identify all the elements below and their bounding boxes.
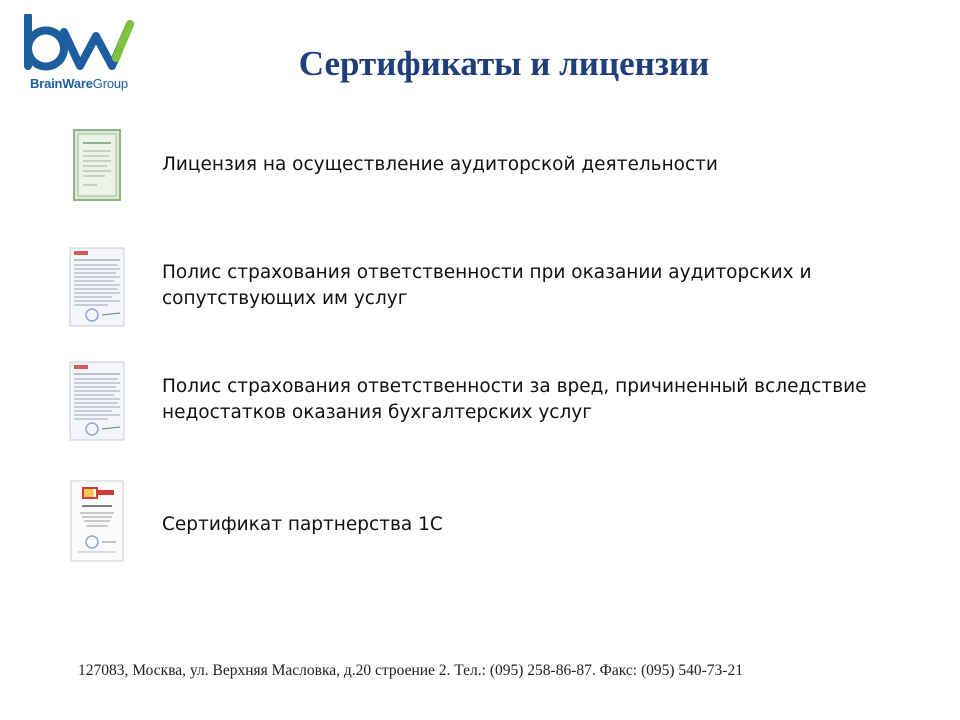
license-certificate-icon[interactable]	[68, 126, 126, 204]
document-label: Лицензия на осуществление аудиторской деятельности	[162, 154, 718, 175]
page-title: Сертификаты и лицензии	[298, 44, 710, 83]
insurance-policy-icon[interactable]	[68, 248, 126, 326]
document-label: Полис страхования ответственности при оказании аудиторских и сопутствующих им услуг	[162, 262, 812, 309]
logo-text-group: Group	[92, 76, 128, 91]
footer-address: 127083, Москва, ул. Верхняя Масловка, д.20 строение 2. Тел.: (095) 258-86-87. Факс: (095) 540-73-21	[78, 662, 743, 679]
document-label: Сертификат партнерства 1С	[162, 514, 443, 535]
document-label: Полис страхования ответственности за вред, причиненный вследствие недостатков оказания бухгалтерских услуг	[162, 376, 867, 423]
partner-certificate-icon[interactable]	[68, 482, 126, 560]
insurance-policy-icon[interactable]	[68, 362, 126, 440]
logo-text-brainware: BrainWare	[30, 76, 93, 91]
